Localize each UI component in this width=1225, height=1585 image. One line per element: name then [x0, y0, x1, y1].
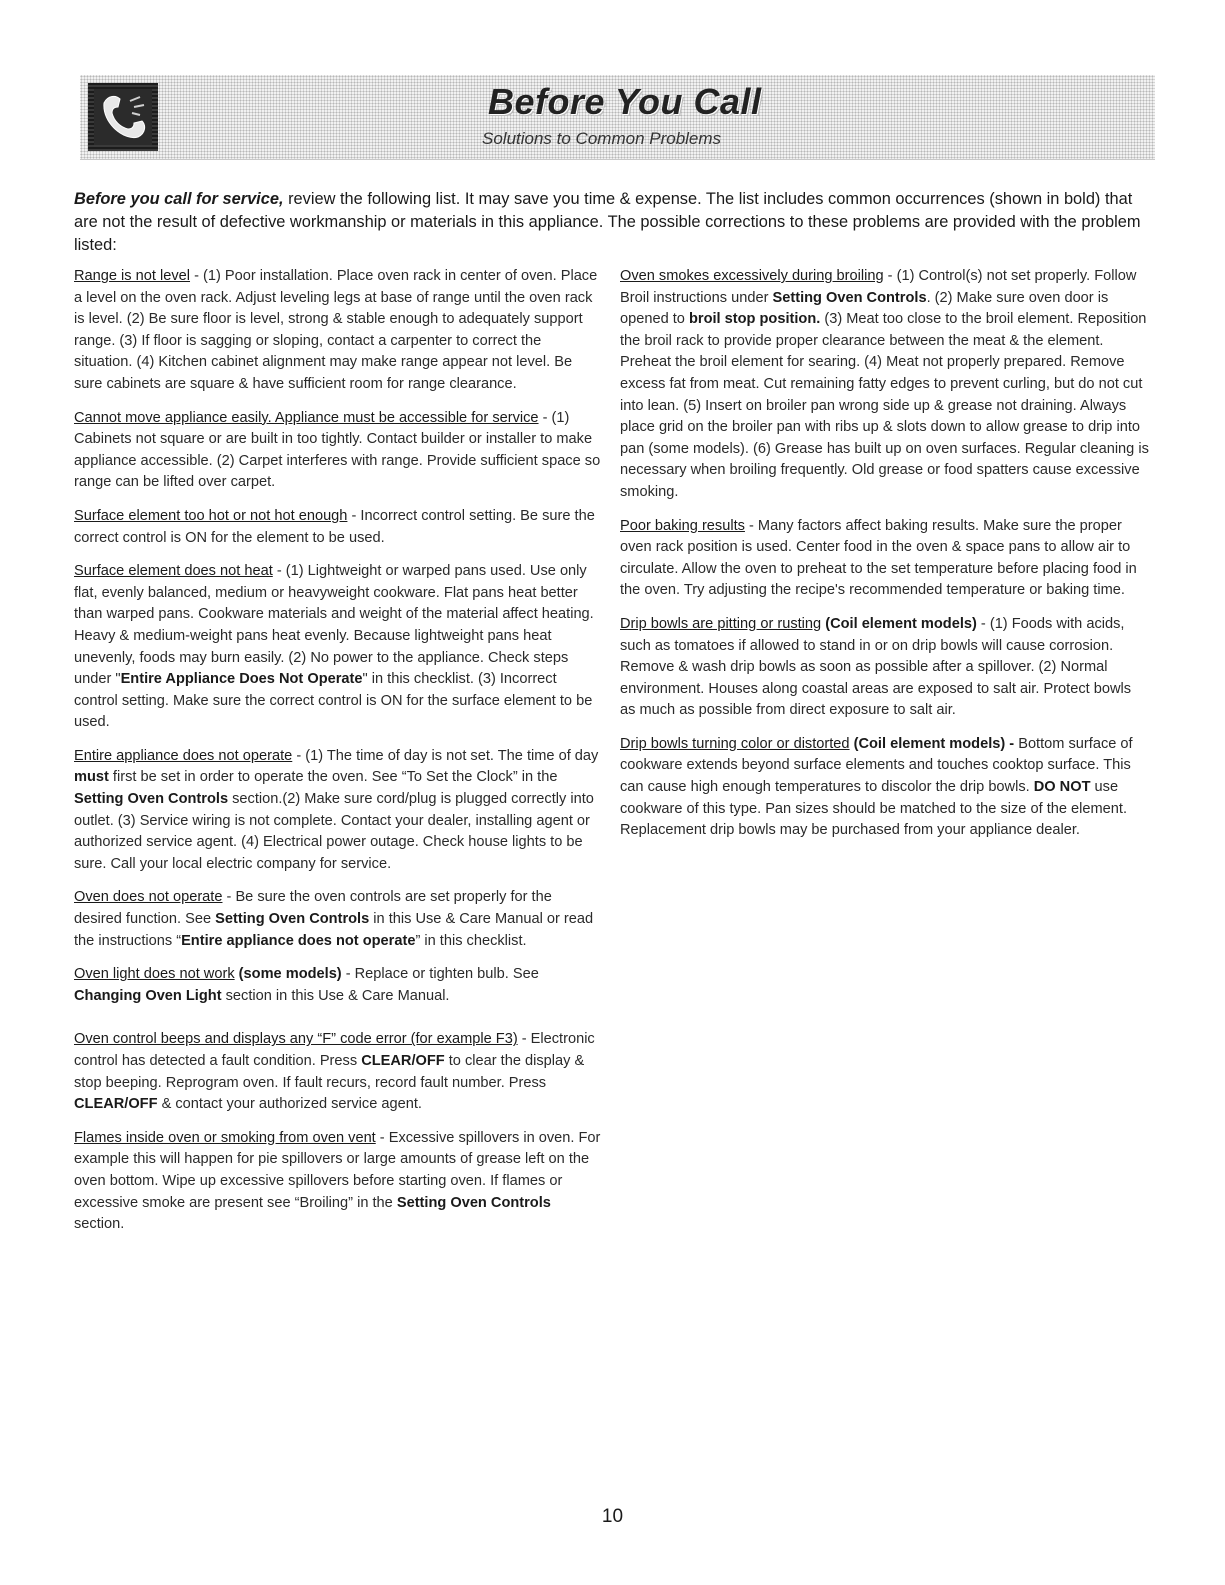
intro-paragraph [74, 188, 1158, 257]
solution-text: (3) Meat too close to the broil element. Reposition the broil rack to provide proper clearance between the meat & the element. Preheat the broil element for searing. (4) Meat not properly prepared. Remove excess fat from meat. Cut remaining fatty edges to prevent curling, but do not cut into lean. (5) Insert on broiler pan wrong side up & grease not draining. Always place grid on the broiler pan with ribs up & slots down to allow grease to drip into pan (some models). (6) Grease has built up on oven surfaces. Regular cleaning is necessary when broiling frequently. Old grease or food spatters cause excessive smoking. [620, 311, 1149, 500]
solution-text: - Be sure the oven controls are set properly for the desired function. See [74, 889, 552, 928]
solution-text: - Incorrect control setting. Be sure the correct control is ON for the element to be used. [74, 507, 595, 546]
bold-term: Changing Oven Light [74, 987, 222, 1004]
bold-term: Setting Oven Controls [74, 791, 229, 808]
bold-term: (Coil element models) - [849, 735, 1015, 752]
header-banner [80, 75, 1155, 160]
bold-term: (Coil element models) [821, 615, 977, 632]
troubleshooting-entry [620, 734, 1150, 842]
problem-title: Drip bowls turning color or distorted [620, 735, 850, 752]
telephone-icon [88, 83, 158, 151]
solution-text: - (1) Control(s) not set properly. Follow Broil instructions under [620, 268, 1137, 306]
troubleshooting-entry [620, 516, 1150, 602]
problem-title: Oven smokes excessively during broiling [620, 268, 884, 284]
troubleshooting-entry [74, 408, 602, 494]
solution-text: " in this checklist. (3) Incorrect control setting. Make sure the correct control is ON for the surface element to be used. [74, 671, 593, 731]
page-number: 10 [601, 1506, 624, 1527]
troubleshooting-entry [74, 561, 602, 734]
bold-term: (some models) [234, 966, 342, 983]
troubleshooting-entry [74, 266, 602, 396]
solution-text: - (1) Lightweight or warped pans used. Use only flat, evenly balanced, medium or heavyweight cookware. Flat pans heat better than warped pans. Cookware materials and weight of the material affect heating. Heavy & medium-weight pans heat evenly. Because lightweight pans heat unevenly, foods may burn easily. (2) No power to the appliance. Check steps under " [74, 563, 594, 688]
troubleshooting-entry [74, 506, 602, 549]
solution-text: to clear the display & stop beeping. Reprogram oven. If fault recurs, record fault number. Press [74, 1053, 585, 1091]
troubleshooting-entry [74, 1128, 602, 1236]
problem-title: Drip bowls are pitting or rusting [620, 615, 822, 632]
bold-term: CLEAR/OFF [361, 1053, 445, 1069]
intro-lead: Before you call for service, [74, 190, 284, 208]
solution-text: in this Use & Care Manual or read the instructions “ [74, 911, 594, 949]
solution-text: - Many factors affect baking results. Make sure the proper oven rack position is used. Center food in the oven & space pans to allow air to circulate. Allow the oven to preheat to the set temperature before placing food in the oven. Try adjusting the recipe's recommended temperature or baking time. [620, 517, 1137, 599]
solution-text: & contact your authorized service agent. [157, 1096, 422, 1113]
problem-title: Oven control beeps and displays any “F” code error (for example F3) [74, 1031, 518, 1048]
bold-term: DO NOT [1033, 779, 1091, 796]
page-subtitle: Solutions to Common Problems [482, 129, 722, 148]
solution-text: use cookware of this type. Pan sizes should be matched to the size of the element. Replacement drip bowls may be purchased from your appliance dealer. [620, 779, 1128, 839]
bold-term: broil stop position. [688, 311, 821, 328]
solution-text: section in this Use & Care Manual. [221, 987, 450, 1004]
intro-text: review the following list. It may save you time & expense. The list includes common occurrences (shown in bold) that are not the result of defective workmanship or materials in this appliance. The possible corrections to these problems are provided with the problem listed: [74, 190, 1141, 254]
troubleshooting-entry [74, 887, 602, 952]
solution-text: - Excessive spillovers in oven. For example this will happen for pie spillovers or large amounts of grease left on the oven bottom. Wipe up excessive spillovers before starting oven. If flames or excessive smoke are present see “Broiling” in the [74, 1129, 601, 1211]
solution-text: Bottom surface of cookware extends beyond surface elements and touches cooktop surface. This can cause high enough temperatures to discolor the drip bowls. [620, 735, 1133, 796]
problem-title: Flames inside oven or smoking from oven vent [74, 1129, 376, 1146]
solution-text: section.(2) Make sure cord/plug is plugged correctly into outlet. (3) Service wiring is not complete. Contact your dealer, installing agent or authorized service agent. (4) Electrical power outage. Check house lights to be sure. Call your local electric company for service. [74, 791, 594, 872]
bold-term: Setting Oven Controls [396, 1194, 551, 1211]
solution-text: - (1) The time of day is not set. The time of day [292, 747, 599, 764]
solution-text: section. [74, 1216, 125, 1233]
page-title: Before You Call [488, 81, 762, 122]
troubleshooting-entry [620, 614, 1150, 722]
bold-term: must [74, 769, 109, 786]
solution-text: - Electronic control has detected a fault condition. Press [74, 1031, 595, 1069]
troubleshooting-entry [620, 266, 1150, 504]
problem-title: Oven light does not work [74, 966, 235, 983]
bold-term: Setting Oven Controls [772, 289, 927, 306]
troubleshooting-entry [74, 1029, 602, 1115]
troubleshooting-entry [74, 964, 602, 1007]
left-column [74, 266, 602, 1248]
solution-text: ” in this checklist. [415, 932, 527, 949]
right-column [620, 266, 1150, 854]
solution-text: - (1) Poor installation. Place oven rack in center of oven. Place a level on the oven rack. Adjust leveling legs at base of range until the oven rack is level. (2) Be sure floor is level, strong & stable enough to adequately support range. (3) If floor is sagging or sloping, contact a carpenter to correct the situation. (4) Kitchen cabinet alignment may make range appear not level. Be sure cabinets are square & have sufficient room for range clearance. [74, 268, 598, 392]
solution-text: - (1) Foods with acids, such as tomatoes if allowed to stand in or on drip bowls will cause corrosion. Remove & wash drip bowls as soon as possible after a spillover. (2) Normal environment. Houses along coastal areas are exposed to salt air. Protect bowls as much as possible from direct exposure to salt air. [620, 615, 1132, 719]
bold-term: CLEAR/OFF [74, 1096, 158, 1113]
problem-title: Cannot move appliance easily. Appliance must be accessible for service [74, 409, 539, 426]
problem-title: Poor baking results [620, 517, 745, 534]
solution-text: - (1) Cabinets not square or are built in too tightly. Contact builder or installer to make appliance accessible. (2) Carpet interferes with range. Provide sufficient space so range can be lifted over carpet. [74, 409, 601, 491]
solution-text: - Replace or tighten bulb. See [341, 966, 539, 983]
problem-title: Surface element does not heat [74, 563, 273, 580]
troubleshooting-entry [74, 746, 602, 876]
problem-title: Range is not level [74, 268, 191, 284]
bold-term: Entire Appliance Does Not Operate [120, 671, 363, 688]
bold-term: Entire appliance does not operate [181, 932, 416, 949]
solution-text: first be set in order to operate the oven. See “To Set the Clock” in the [108, 769, 558, 786]
bold-term: Setting Oven Controls [215, 911, 370, 928]
problem-title: Surface element too hot or not hot enough [74, 507, 348, 524]
problem-title: Oven does not operate [74, 889, 223, 906]
solution-text: . (2) Make sure oven door is opened to [620, 289, 1109, 328]
problem-title: Entire appliance does not operate [74, 747, 293, 764]
